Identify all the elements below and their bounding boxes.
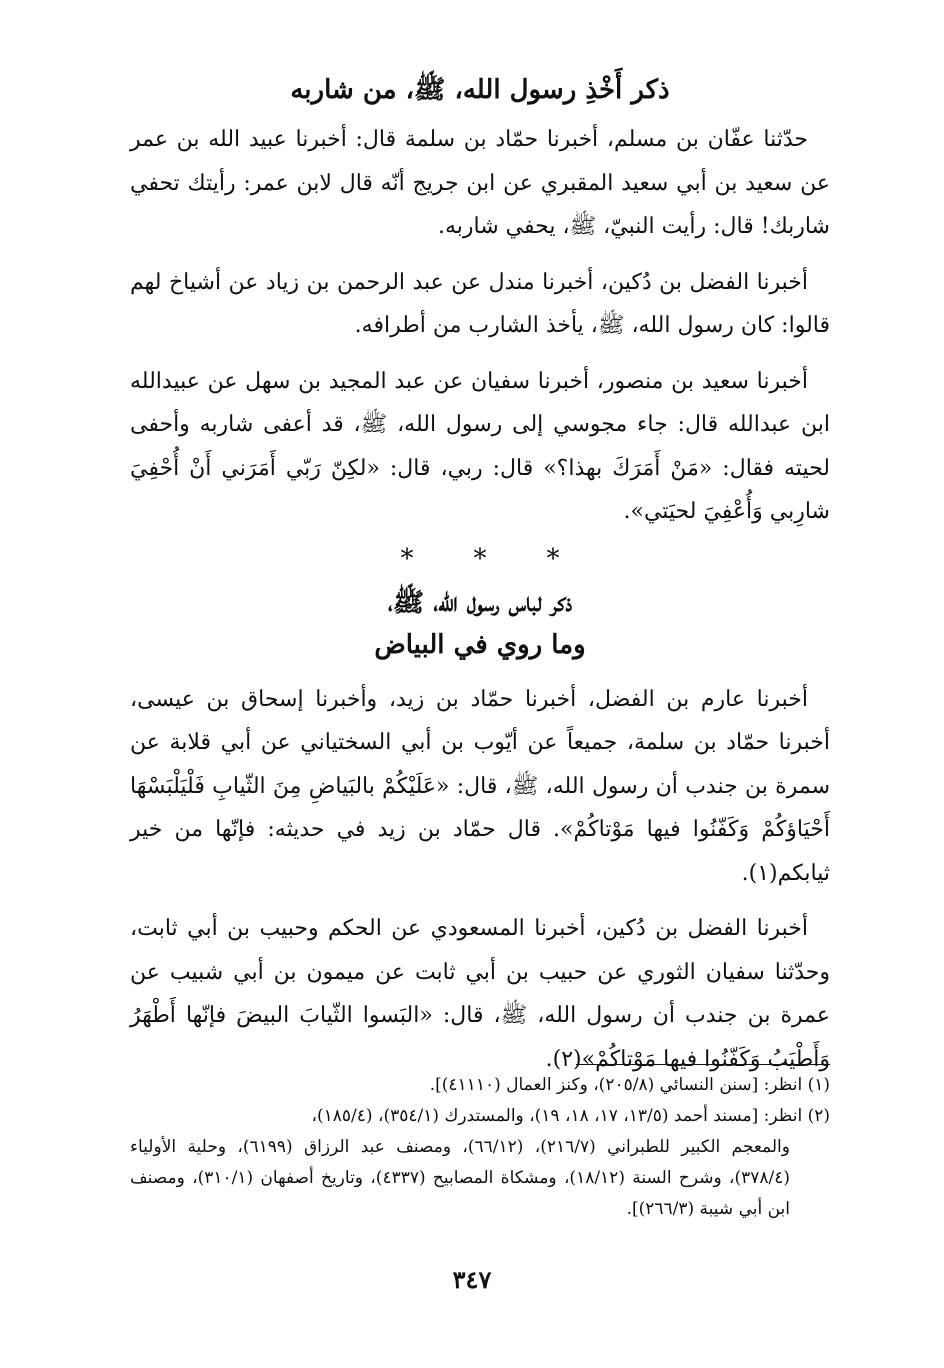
paragraph-3 xyxy=(130,360,830,534)
section-heading-line: وما روي في البياض xyxy=(374,629,586,660)
paragraph-1 xyxy=(130,118,830,249)
star-ornament: * xyxy=(400,543,414,574)
paragraph-text: حدّثنا عفّان بن مسلم، أخبرنا حمّاد بن سلمة قال: أخبرنا عبيد الله بن عمر عن سعيد بن أبي سعيد المقبري عن ابن جريج أنّه قال لابن عمر: رأيتك تحفي شاربك! قال: رأيت النبيّ، ﷺ، يحفي شاربه. xyxy=(130,127,830,239)
footnote-divider xyxy=(576,1064,830,1065)
star-ornament: * xyxy=(473,543,487,574)
section-separator xyxy=(130,543,830,574)
section-heading-moustache: ذكر أَخْذِ رسول الله، ﷺ، من شاربه xyxy=(290,75,670,105)
main-text xyxy=(130,68,830,1093)
paragraph-4 xyxy=(130,678,830,896)
paragraph-text: أخبرنا الفضل بن دُكين، أخبرنا مندل عن عبد الرحمن بن زياد عن أشياخ لهم قالوا: كان رسول الله، ﷺ، يأخذ الشارب من أطرافه. xyxy=(130,269,830,338)
footnote-2: (٢) انظر: [مسند أحمد (١٣/٥، ١٧، ١٨، ١٩)، والمستدرك (٣٥٤/١)، (١٨٥/٤)، xyxy=(311,1106,830,1126)
page-number: ٣٤٧ xyxy=(452,1265,492,1294)
paragraph-text: أخبرنا سعيد بن منصور، أخبرنا سفيان عن عبد المجيد بن سهل عن عبيدالله ابن عبدالله قال: جاء مجوسي إلى رسول الله، ﷺ، قد أعفى شاربه وأحفى لحيته فقال: «مَنْ أَمَرَكَ بهذا؟» قال: ربي، قال: «لكِنّ رَبّي أَمَرَني أَنْ أُحْفِيَ شارِبي وَأُعْفِيَ لحيَتي». xyxy=(130,368,830,524)
paragraph-5 xyxy=(130,907,830,1081)
paragraph-text: أخبرنا عارم بن الفضل، أخبرنا حمّاد بن زيد، وأخبرنا إسحاق بن عيسى، أخبرنا حمّاد بن سلمة، جميعاً عن أيّوب بن أبي السختياني عن أبي قلابة عن سمرة بن جندب أن رسول الله، ﷺ، قال: «عَلَيْكُمْ بالبَياضِ مِنَ الثّيابِ فَلْيَلْبَسْهَا أَحْيَاؤكُمْ وَكَفّنُوا فيها مَوْتاكُمْ». قال حمّاد بن زيد في حديثه: فإنّها من خير ثيابكم(١). xyxy=(130,686,830,886)
star-ornament: * xyxy=(546,543,560,574)
footnote-1: (١) انظر: [سنن النسائي (٢٠٥/٨)، وكنز العمال (٤١١١٠)]. xyxy=(429,1075,830,1095)
footnotes xyxy=(130,1070,830,1225)
footnote-2-continuation: والمعجم الكبير للطبراني (٢١٦/٧)، (٦٦/١٢)، ومصنف عبد الرزاق (٦١٩٩)، وحلية الأولياء (٣٧٨/٤)، وشرح السنة (١٨/١٢)، ومشكاة المصابيح (٤٣٣٧)، وتاريخ أصفهان (٣١٠/١)، ومصنف ابن أبي شيبة (٢٦٦/٣)]. xyxy=(130,1137,791,1219)
paragraph-2 xyxy=(130,261,830,348)
section-heading-clothing xyxy=(130,582,830,666)
section-heading-line: ذكر لباس رسول الله، ﷺ، xyxy=(387,587,573,618)
paragraph-text: أخبرنا الفضل بن دُكين، أخبرنا المسعودي عن الحكم وحبيب بن أبي ثابت، وحدّثنا سفيان الثوري عن حبيب بن أبي ثابت عن ميمون بن أبي شبيب عن عمرة بن جندب أن رسول الله، ﷺ، قال: «البَسوا الثّيابَ البيضَ فإنّها أَطْهَرُ وَأَطْيَبُ وَكَفّنُوا فيها مَوْتاكُمْ»(٢). xyxy=(130,916,830,1072)
